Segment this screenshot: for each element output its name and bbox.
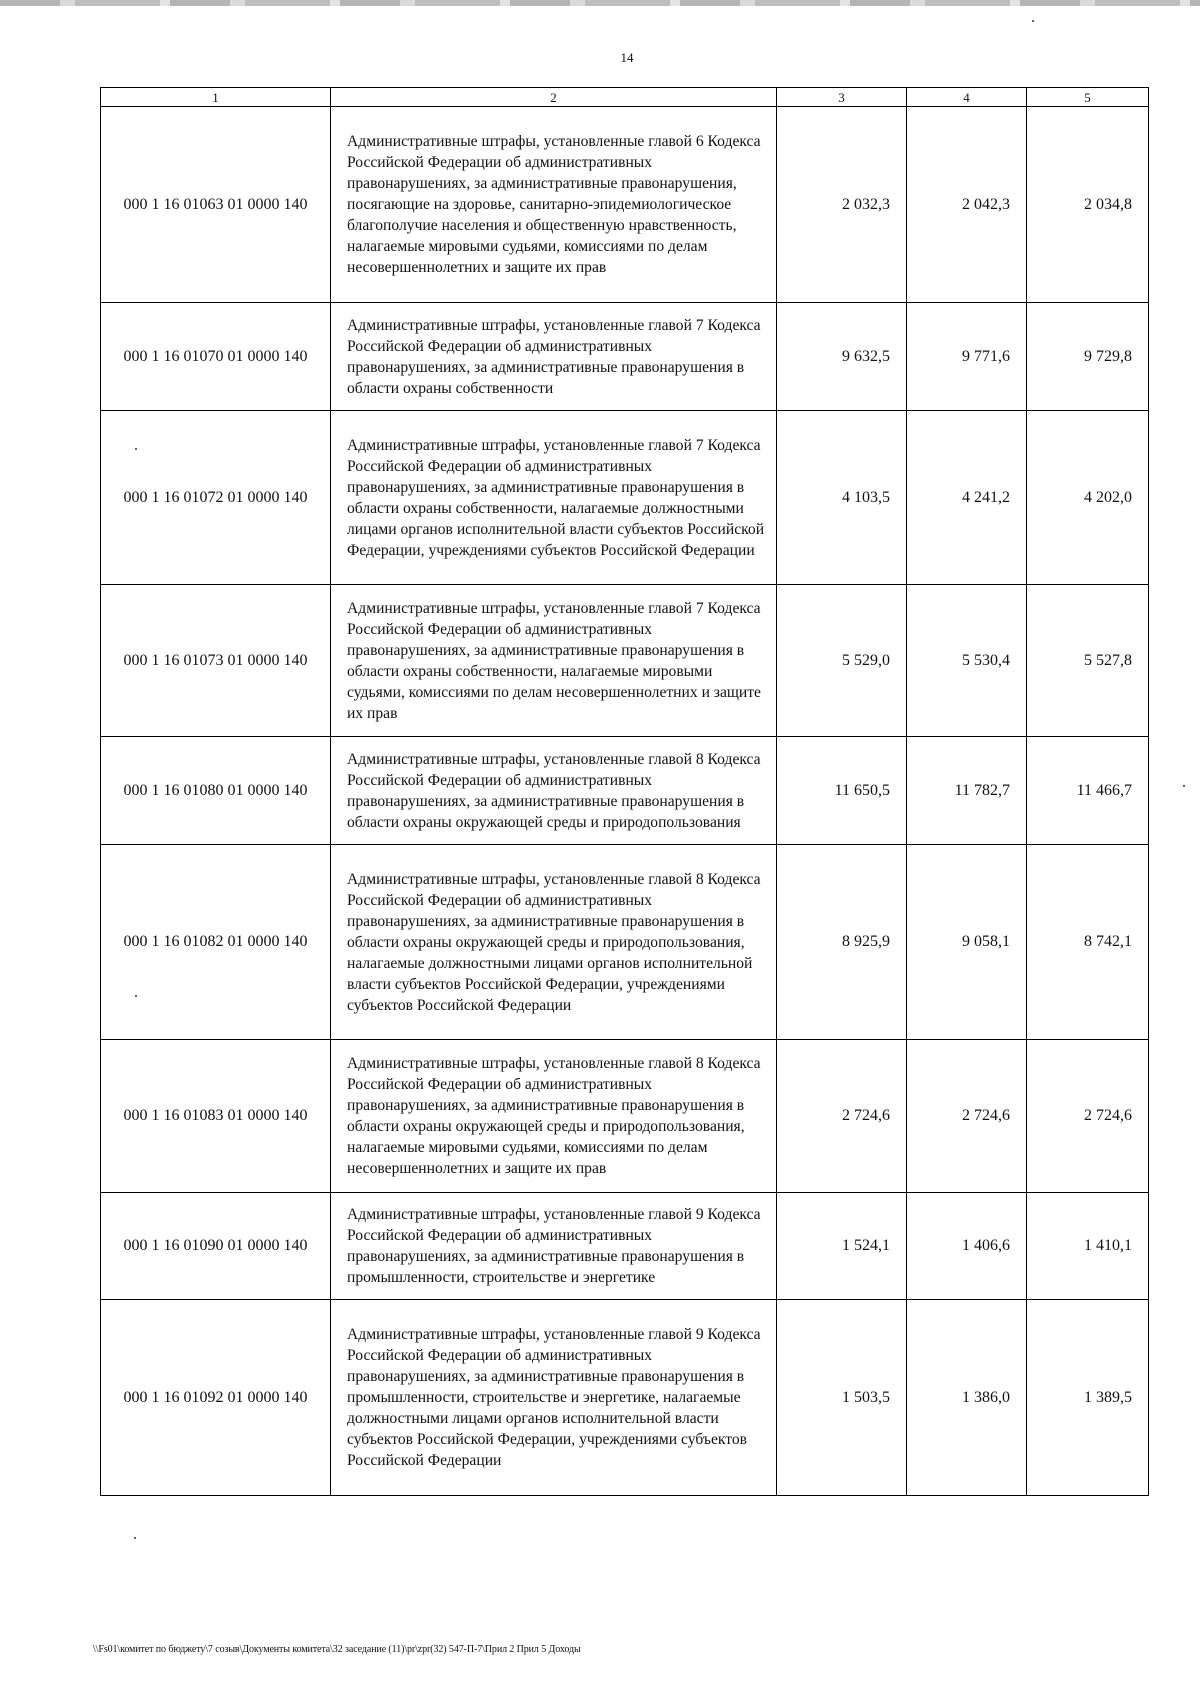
scan-speck bbox=[134, 1537, 136, 1539]
revenue-description: Административные штрафы, установленные главой 7 Кодекса Российской Федерации об административных правонарушениях, за административные правонарушения в области охраны собственности bbox=[331, 303, 777, 411]
table-row bbox=[101, 411, 1149, 585]
value-col5: 1 389,5 bbox=[1027, 1300, 1149, 1496]
column-header: 3 bbox=[777, 88, 907, 107]
value-col5: 2 724,6 bbox=[1027, 1040, 1149, 1193]
scan-speck bbox=[1032, 20, 1034, 22]
budget-table bbox=[100, 87, 1149, 1496]
value-col4: 11 782,7 bbox=[907, 737, 1027, 845]
value-col3: 4 103,5 bbox=[777, 411, 907, 585]
revenue-description: Административные штрафы, установленные главой 7 Кодекса Российской Федерации об административных правонарушениях, за административные правонарушения в области охраны собственности, налагаемые мировыми судьями, комиссиями по делам несовершеннолетних и защите их прав bbox=[331, 585, 777, 737]
scan-speck bbox=[1183, 785, 1185, 787]
value-col3: 1 524,1 bbox=[777, 1193, 907, 1300]
value-col4: 2 724,6 bbox=[907, 1040, 1027, 1193]
table-header-row bbox=[101, 88, 1149, 107]
scan-speck bbox=[135, 448, 137, 450]
table-row bbox=[101, 585, 1149, 737]
value-col3: 9 632,5 bbox=[777, 303, 907, 411]
revenue-code: 000 1 16 01090 01 0000 140 bbox=[101, 1193, 331, 1300]
value-col4: 1 386,0 bbox=[907, 1300, 1027, 1496]
revenue-description: Административные штрафы, установленные главой 8 Кодекса Российской Федерации об административных правонарушениях, за административные правонарушения в области охраны окружающей среды и природопользования, налагаемые мировыми судьями, комиссиями по делам несовершеннолетних и защите их прав bbox=[331, 1040, 777, 1193]
value-col5: 4 202,0 bbox=[1027, 411, 1149, 585]
value-col5: 5 527,8 bbox=[1027, 585, 1149, 737]
revenue-code: 000 1 16 01070 01 0000 140 bbox=[101, 303, 331, 411]
table-row bbox=[101, 107, 1149, 303]
table-row bbox=[101, 1040, 1149, 1193]
value-col5: 1 410,1 bbox=[1027, 1193, 1149, 1300]
value-col4: 9 771,6 bbox=[907, 303, 1027, 411]
revenue-description: Административные штрафы, установленные главой 8 Кодекса Российской Федерации об административных правонарушениях, за административные правонарушения в области охраны окружающей среды и природопользования bbox=[331, 737, 777, 845]
column-header: 2 bbox=[331, 88, 777, 107]
value-col3: 1 503,5 bbox=[777, 1300, 907, 1496]
column-header: 4 bbox=[907, 88, 1027, 107]
revenue-code: 000 1 16 01082 01 0000 140 bbox=[101, 845, 331, 1040]
page-number: 14 bbox=[620, 50, 634, 65]
value-col4: 9 058,1 bbox=[907, 845, 1027, 1040]
value-col4: 4 241,2 bbox=[907, 411, 1027, 585]
revenue-code: 000 1 16 01083 01 0000 140 bbox=[101, 1040, 331, 1193]
scan-speck bbox=[135, 995, 137, 997]
footer-file-path: \\Fs01\комитет по бюджету\7 созыв\Документы комитета\32 заседание (11)\pr\zpr(32) 547-П-7\Прил 2 Прил 5 Доходы bbox=[93, 1644, 581, 1655]
table-row bbox=[101, 1300, 1149, 1496]
value-col5: 2 034,8 bbox=[1027, 107, 1149, 303]
revenue-description: Административные штрафы, установленные главой 9 Кодекса Российской Федерации об административных правонарушениях, за административные правонарушения в промышленности, строительстве и энергетике, налагаемые должностными лицами органов исполнительной власти субъектов Российской Федерации, учреждениями субъектов Российской Федерации bbox=[331, 1300, 777, 1496]
revenue-code: 000 1 16 01080 01 0000 140 bbox=[101, 737, 331, 845]
revenue-code: 000 1 16 01072 01 0000 140 bbox=[101, 411, 331, 585]
revenue-code: 000 1 16 01092 01 0000 140 bbox=[101, 1300, 331, 1496]
value-col3: 5 529,0 bbox=[777, 585, 907, 737]
value-col3: 2 724,6 bbox=[777, 1040, 907, 1193]
table-row bbox=[101, 737, 1149, 845]
revenue-description: Административные штрафы, установленные главой 6 Кодекса Российской Федерации об административных правонарушениях, за административные правонарушения, посягающие на здоровье, санитарно-эпидемиологическое благополучие населения и общественную нравственность, налагаемые мировыми судьями, комиссиями по делам несовершеннолетних и защите их прав bbox=[331, 107, 777, 303]
value-col5: 9 729,8 bbox=[1027, 303, 1149, 411]
revenue-code: 000 1 16 01073 01 0000 140 bbox=[101, 585, 331, 737]
revenue-description: Административные штрафы, установленные главой 9 Кодекса Российской Федерации об административных правонарушениях, за административные правонарушения в промышленности, строительстве и энергетике bbox=[331, 1193, 777, 1300]
column-header: 5 bbox=[1027, 88, 1149, 107]
value-col4: 1 406,6 bbox=[907, 1193, 1027, 1300]
value-col4: 5 530,4 bbox=[907, 585, 1027, 737]
value-col3: 8 925,9 bbox=[777, 845, 907, 1040]
value-col5: 8 742,1 bbox=[1027, 845, 1149, 1040]
value-col4: 2 042,3 bbox=[907, 107, 1027, 303]
scan-edge-artifact bbox=[0, 0, 1200, 6]
table-row bbox=[101, 1193, 1149, 1300]
revenue-description: Административные штрафы, установленные главой 7 Кодекса Российской Федерации об административных правонарушениях, за административные правонарушения в области охраны собственности, налагаемые должностными лицами органов исполнительной власти субъектов Российской Федерации, учреждениями субъектов Российской Федерации bbox=[331, 411, 777, 585]
value-col3: 11 650,5 bbox=[777, 737, 907, 845]
value-col5: 11 466,7 bbox=[1027, 737, 1149, 845]
value-col3: 2 032,3 bbox=[777, 107, 907, 303]
table-row bbox=[101, 845, 1149, 1040]
table-row bbox=[101, 303, 1149, 411]
column-header: 1 bbox=[101, 88, 331, 107]
revenue-description: Административные штрафы, установленные главой 8 Кодекса Российской Федерации об административных правонарушениях, за административные правонарушения в области охраны окружающей среды и природопользования, налагаемые должностными лицами органов исполнительной власти субъектов Российской Федерации, учреждениями субъектов Российской Федерации bbox=[331, 845, 777, 1040]
revenue-code: 000 1 16 01063 01 0000 140 bbox=[101, 107, 331, 303]
